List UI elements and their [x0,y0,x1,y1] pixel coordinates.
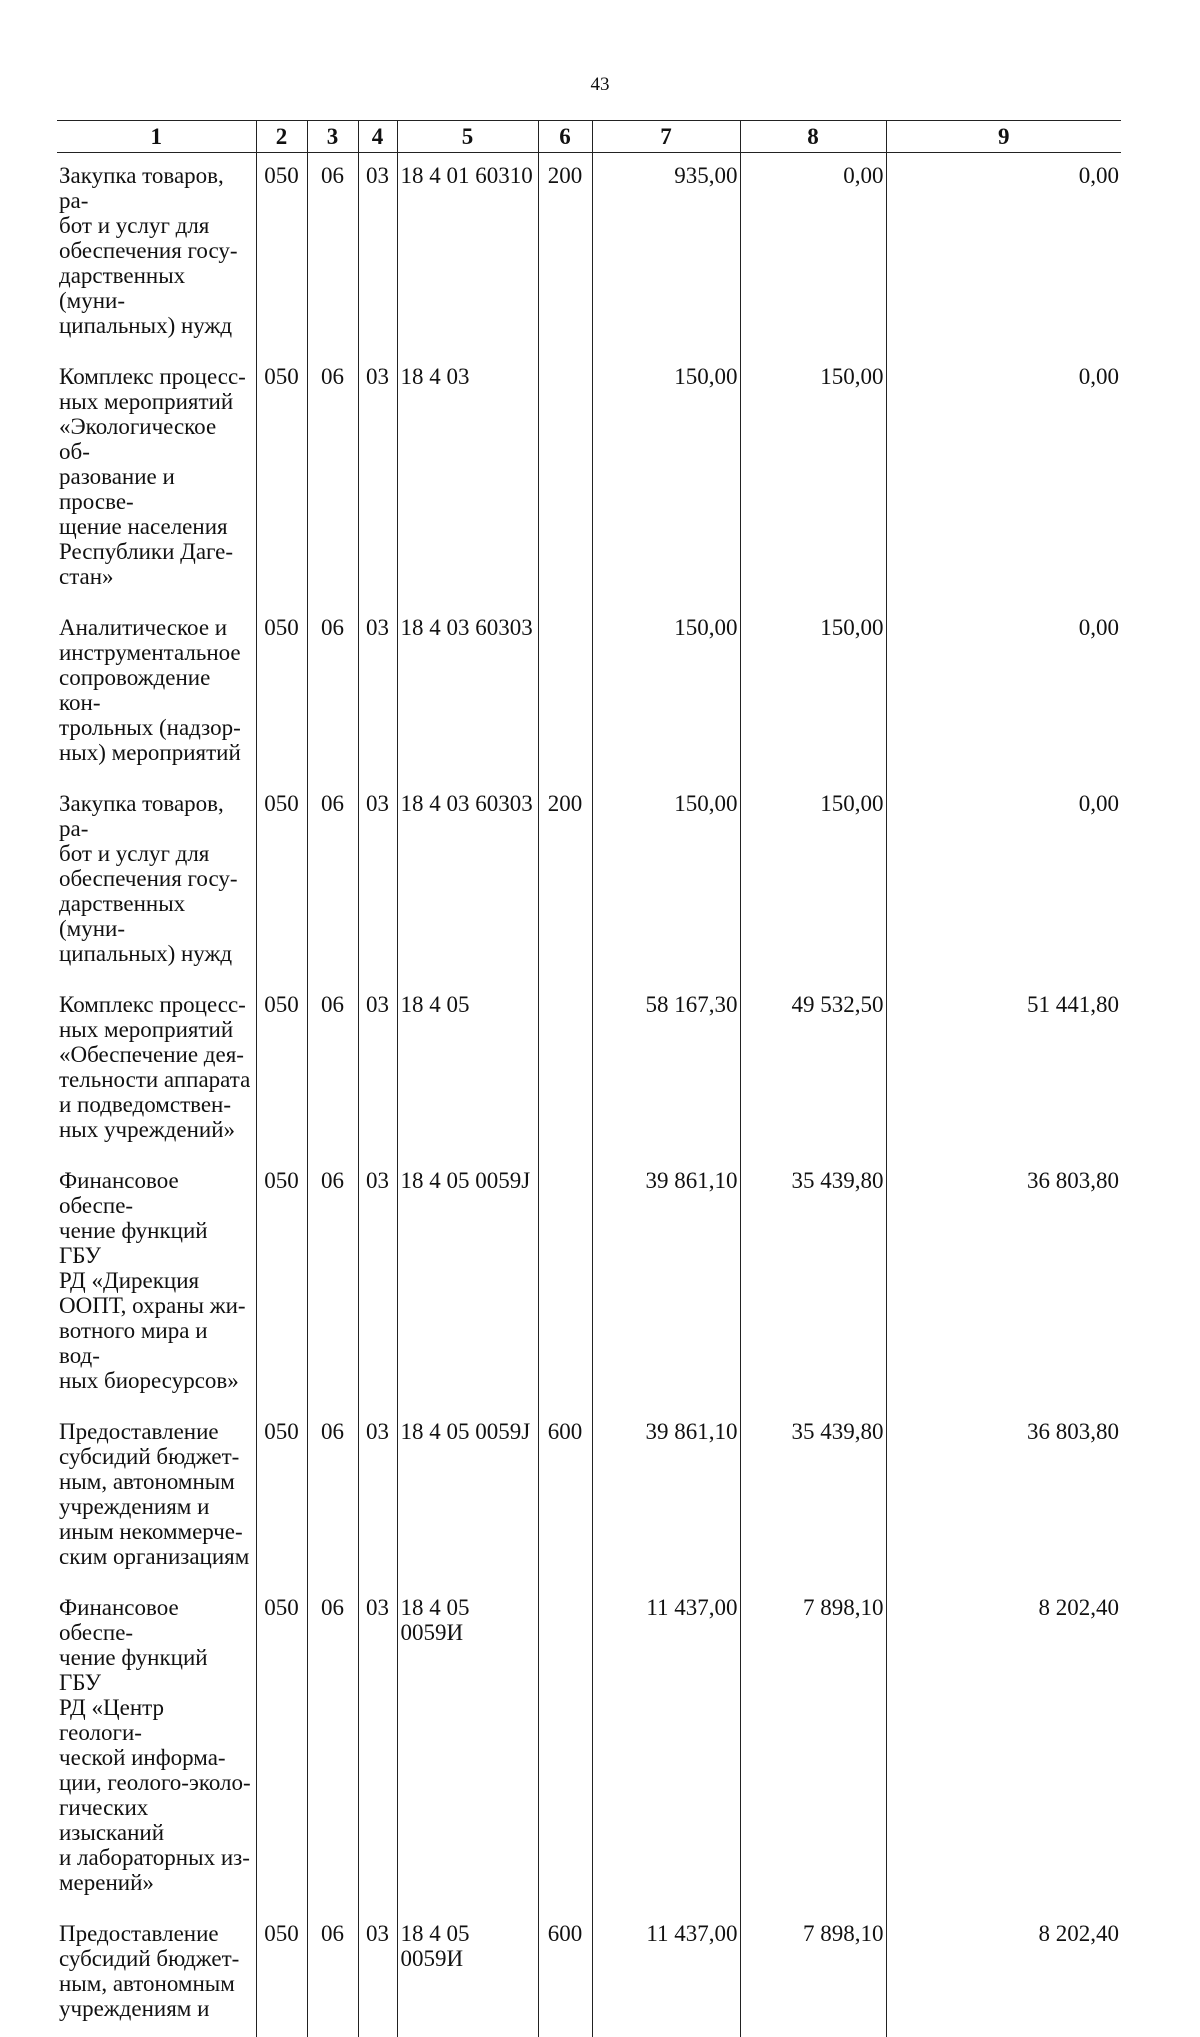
cell-col-4: 03 [358,781,397,982]
item-name: Предоставление субсидий бюджет- ным, автономным учреждениям и [59,1921,240,2021]
cell-col-6: 600 [538,1409,592,1585]
header-cell: 4 [358,121,397,153]
table-row [57,1585,1121,1911]
header-cell: 8 [740,121,886,153]
table-row [57,354,1121,605]
page-number: 43 [590,74,610,95]
cell-col-7: 11 437,00 [592,1911,740,2037]
cell-col-7: 11 437,00 [592,1585,740,1911]
cell-col-3: 06 [307,1158,358,1409]
cell-col-8: 35 439,80 [740,1409,886,1585]
cell-col-8: 7 898,10 [740,1911,886,2037]
cell-col-7: 935,00 [592,153,740,355]
cell-col-4: 03 [358,354,397,605]
header-cell: 9 [886,121,1121,153]
cell-col-8: 150,00 [740,605,886,781]
cell-col-5: 18 4 05 0059J [397,1158,538,1409]
cell-col-8: 7 898,10 [740,1585,886,1911]
item-name: Комплекс процесс- ных мероприятий «Экологическое об- разование и просве- щение населения Республики Даге- стан» [59,364,246,589]
cell-col-6 [538,1585,592,1911]
cell-col-7: 150,00 [592,781,740,982]
header-cell: 2 [256,121,307,153]
cell-col-5: 18 4 01 60310 [397,153,538,355]
cell-col-4: 03 [358,1585,397,1911]
header-cell: 7 [592,121,740,153]
cell-col-7: 39 861,10 [592,1409,740,1585]
item-name: Закупка товаров, ра- бот и услуг для обеспечения госу- дарственных (муни- ципальных) нужд [59,163,238,338]
cell-col-2: 050 [256,1911,307,2037]
cell-col-4: 03 [358,153,397,355]
cell-col-6: 200 [538,153,592,355]
cell-col-5: 18 4 03 60303 [397,781,538,982]
table-row [57,1158,1121,1409]
table-row [57,1911,1121,2037]
cell-col-8: 49 532,50 [740,982,886,1158]
cell-col-4: 03 [358,1158,397,1409]
cell-col-5: 18 4 05 0059И [397,1911,538,2037]
table-row [57,153,1121,355]
table-row [57,605,1121,781]
table-row [57,982,1121,1158]
header-row [57,121,1121,153]
table-row [57,1409,1121,1585]
item-name: Финансовое обеспе- чение функций ГБУ РД «Центр геологи- ческой информа- ции, геолого-эколо- гических изысканий и лабораторных из- мерений» [59,1595,251,1895]
cell-col-6 [538,1158,592,1409]
cell-col-3: 06 [307,354,358,605]
cell-col-2: 050 [256,982,307,1158]
cell-col-6 [538,982,592,1158]
cell-col-3: 06 [307,1409,358,1585]
cell-col-3: 06 [307,982,358,1158]
cell-col-5: 18 4 03 60303 [397,605,538,781]
cell-col-8: 150,00 [740,781,886,982]
cell-col-9: 51 441,80 [886,982,1121,1158]
cell-col-3: 06 [307,1585,358,1911]
cell-col-7: 150,00 [592,354,740,605]
table-row [57,781,1121,982]
item-name: Финансовое обеспе- чение функций ГБУ РД «Дирекция ООПТ, охраны жи- вотного мира и вод- ных биоресурсов» [59,1168,246,1393]
header-cell: 1 [57,121,256,153]
cell-col-2: 050 [256,153,307,355]
cell-col-2: 050 [256,1158,307,1409]
cell-col-4: 03 [358,1409,397,1585]
item-name: Комплекс процесс- ных мероприятий «Обеспечение дея- тельности аппарата и подведомствен- ных учреждений» [59,992,251,1142]
cell-col-7: 39 861,10 [592,1158,740,1409]
cell-col-8: 0,00 [740,153,886,355]
cell-col-4: 03 [358,982,397,1158]
cell-col-3: 06 [307,153,358,355]
header-cell: 3 [307,121,358,153]
cell-col-7: 58 167,30 [592,982,740,1158]
cell-col-3: 06 [307,781,358,982]
cell-col-6: 200 [538,781,592,982]
cell-col-8: 150,00 [740,354,886,605]
cell-col-3: 06 [307,1911,358,2037]
cell-col-2: 050 [256,781,307,982]
cell-col-8: 35 439,80 [740,1158,886,1409]
cell-col-2: 050 [256,1409,307,1585]
cell-col-9: 36 803,80 [886,1158,1121,1409]
cell-col-6 [538,605,592,781]
cell-col-9: 0,00 [886,781,1121,982]
cell-col-6 [538,354,592,605]
budget-table [57,120,1121,2037]
cell-col-2: 050 [256,1585,307,1911]
item-name: Аналитическое и инструментальное сопровождение кон- трольных (надзор- ных) мероприятий [59,615,241,765]
header-cell: 6 [538,121,592,153]
cell-col-5: 18 4 03 [397,354,538,605]
cell-col-9: 0,00 [886,153,1121,355]
cell-col-9: 36 803,80 [886,1409,1121,1585]
cell-col-2: 050 [256,605,307,781]
cell-col-9: 0,00 [886,605,1121,781]
cell-col-4: 03 [358,605,397,781]
cell-col-6: 600 [538,1911,592,2037]
header-cell: 5 [397,121,538,153]
cell-col-7: 150,00 [592,605,740,781]
cell-col-9: 0,00 [886,354,1121,605]
cell-col-3: 06 [307,605,358,781]
cell-col-5: 18 4 05 0059J [397,1409,538,1585]
cell-col-2: 050 [256,354,307,605]
cell-col-9: 8 202,40 [886,1585,1121,1911]
item-name: Закупка товаров, ра- бот и услуг для обеспечения госу- дарственных (муни- ципальных) нужд [59,791,238,966]
cell-col-5: 18 4 05 [397,982,538,1158]
cell-col-5: 18 4 05 0059И [397,1585,538,1911]
cell-col-4: 03 [358,1911,397,2037]
item-name: Предоставление субсидий бюджет- ным, автономным учреждениям и иным некоммерче- ским организациям [59,1419,250,1569]
cell-col-9: 8 202,40 [886,1911,1121,2037]
